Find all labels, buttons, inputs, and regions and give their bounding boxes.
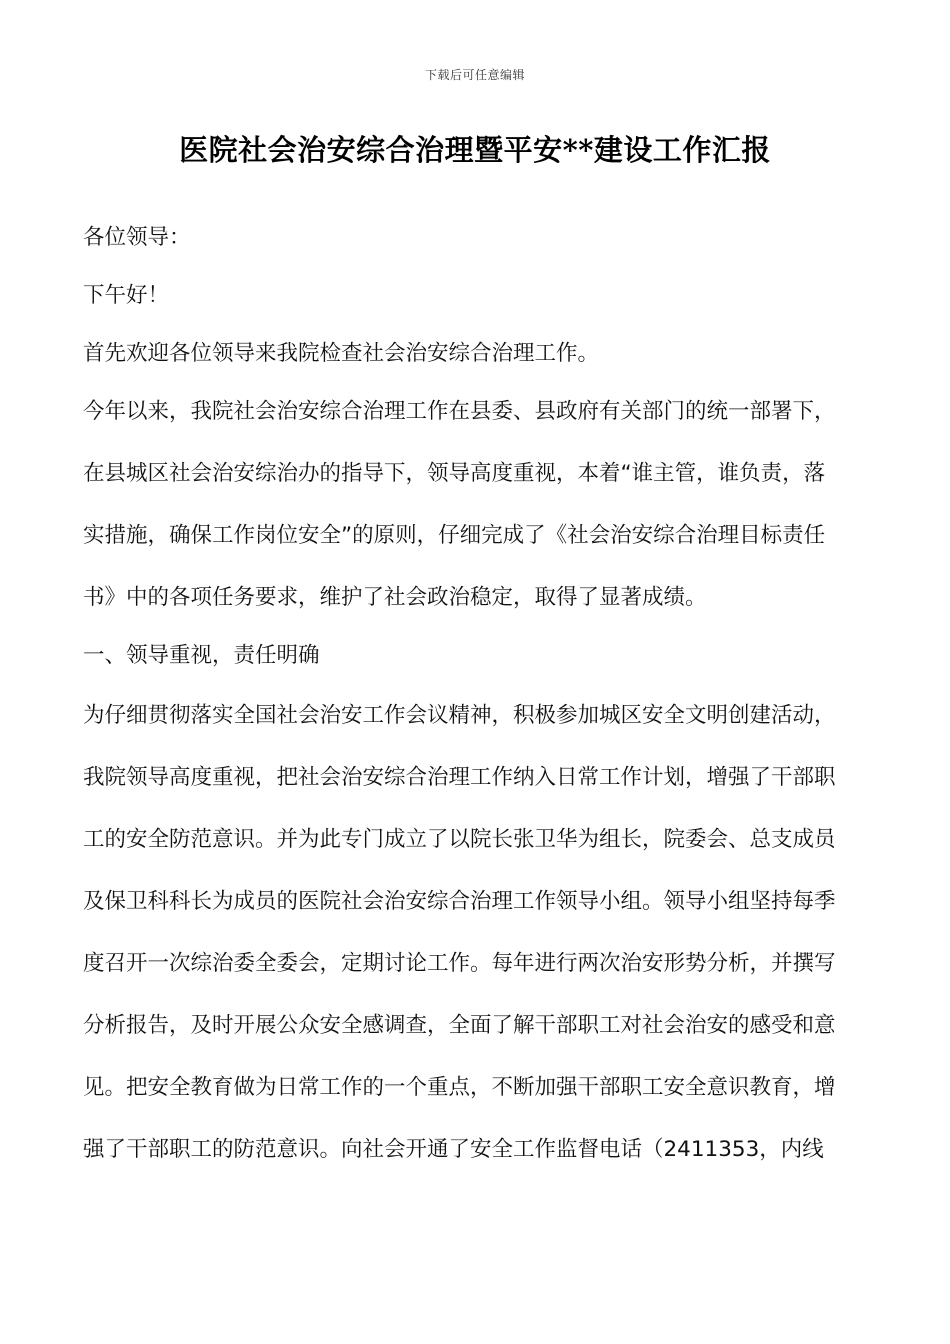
paragraph-line: 见。把安全教育做为日常工作的一个重点，不断加强干部职工安全意识教育，增 (83, 1075, 836, 1100)
paragraph-line: 我院领导高度重视，把社会治安综合治理工作纳入日常工作计划，增强了干部职 (83, 765, 836, 790)
greeting-line: 下午好！ (83, 283, 170, 308)
paragraph-line: 为仔细贯彻落实全国社会治安工作会议精神，积极参加城区安全文明创建活动， (83, 703, 836, 728)
section-heading: 一、领导重视，责任明确 (83, 643, 320, 668)
paragraph-line: 及保卫科科长为成员的医院社会治安综合治理工作领导小组。领导小组坚持每季 (83, 889, 836, 914)
paragraph-line: 分析报告，及时开展公众安全感调查，全面了解干部职工对社会治安的感受和意 (83, 1013, 836, 1038)
paragraph-line: 首先欢迎各位领导来我院检查社会治安综合治理工作。 (83, 341, 600, 366)
page-header-note: 下载后可任意编辑 (424, 68, 525, 82)
paragraph-line: 度召开一次综治委全委会，定期讨论工作。每年进行两次治安形势分析，并撰写 (83, 951, 836, 976)
paragraph-line: 强了干部职工的防范意识。向社会开通了安全工作监督电话（2411353，内线 (83, 1137, 824, 1162)
paragraph-line: 书》中的各项任务要求，维护了社会政治稳定，取得了显著成绩。 (83, 585, 707, 610)
salutation-line: 各位领导： (83, 225, 191, 250)
document-title: 医院社会治安综合治理暨平安**建设工作汇报 (179, 133, 771, 167)
paragraph-line: 今年以来，我院社会治安综合治理工作在县委、县政府有关部门的统一部署下， (83, 399, 836, 424)
paragraph-line: 实措施，确保工作岗位安全”的原则，仔细完成了《社会治安综合治理目标责任 (83, 523, 826, 548)
paragraph-line: 在县城区社会治安综治办的指导下，领导高度重视，本着“谁主管，谁负责，落 (83, 461, 826, 486)
paragraph-line: 工的安全防范意识。并为此专门成立了以院长张卫华为组长，院委会、总支成员 (83, 827, 836, 852)
